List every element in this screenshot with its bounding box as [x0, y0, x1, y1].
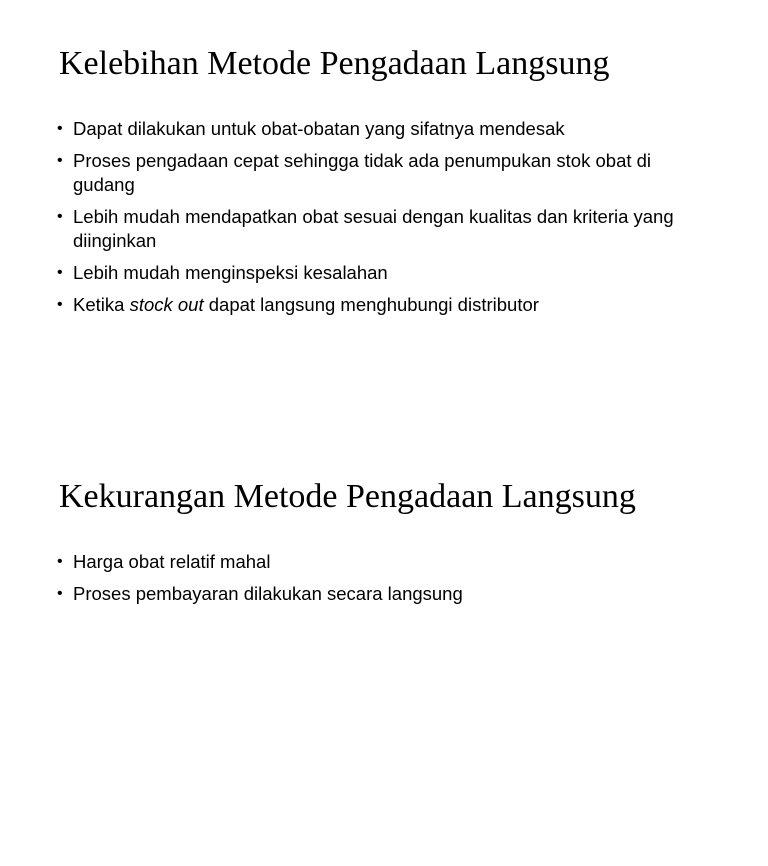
bullet-icon: • — [57, 553, 63, 570]
bullet-icon: • — [57, 152, 63, 169]
list-item-text: Proses pengadaan cepat sehingga tidak ada penumpukan stok obat di gudang — [73, 150, 652, 195]
bullet-icon: • — [57, 120, 63, 137]
bullet-list — [57, 550, 717, 614]
list-item — [57, 293, 717, 317]
text-segment: dapat langsung menghubungi distributor — [203, 294, 539, 315]
list-item-text: Dapat dilakukan untuk obat-obatan yang sifatnya mendesak — [73, 118, 565, 139]
slide-disadvantages — [0, 433, 768, 866]
list-item-text: Proses pembayaran dilakukan secara langsung — [73, 583, 463, 604]
slide-title: Kekurangan Metode Pengadaan Langsung — [59, 478, 636, 515]
list-item-text: Lebih mudah mendapatkan obat sesuai dengan kualitas dan kriteria yang diinginkan — [73, 206, 674, 251]
slide-title: Kelebihan Metode Pengadaan Langsung — [59, 45, 610, 82]
bullet-icon: • — [57, 296, 63, 313]
list-item — [57, 149, 717, 197]
italic-term: stock out — [129, 294, 204, 315]
list-item-text: Lebih mudah menginspeksi kesalahan — [73, 262, 388, 283]
list-item-text: Harga obat relatif mahal — [73, 551, 271, 572]
list-item-text — [73, 294, 539, 315]
list-item — [57, 117, 717, 141]
bullet-icon: • — [57, 264, 63, 281]
bullet-list — [57, 117, 717, 325]
bullet-icon: • — [57, 208, 63, 225]
text-segment: Ketika — [73, 294, 130, 315]
bullet-icon: • — [57, 585, 63, 602]
list-item — [57, 261, 717, 285]
list-item — [57, 205, 717, 253]
list-item — [57, 582, 717, 606]
list-item — [57, 550, 717, 574]
